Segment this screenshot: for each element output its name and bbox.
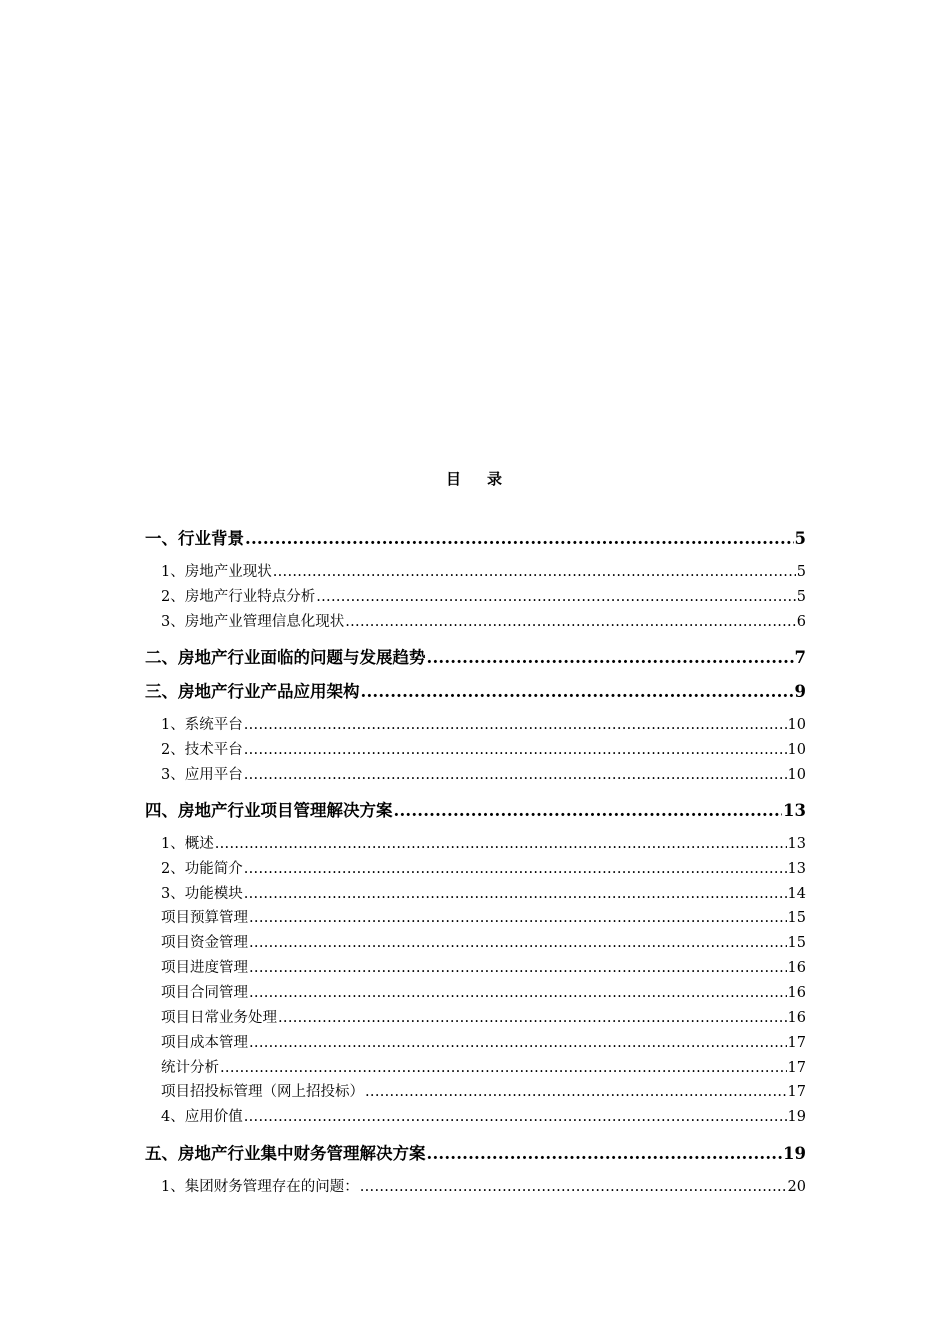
toc-leader: [244, 717, 787, 733]
toc-entry[interactable]: [145, 644, 806, 668]
toc-leader: [244, 767, 787, 783]
toc-entry-label: 统计分析: [161, 1060, 219, 1076]
toc-entry[interactable]: [145, 832, 806, 853]
toc-entry-label: 4、应用价值: [161, 1109, 243, 1125]
toc-leader: [249, 985, 787, 1001]
toc-entry-label: 项目进度管理: [161, 960, 248, 976]
toc-entry-page: 15: [787, 935, 806, 951]
toc-title: [0, 468, 950, 489]
toc-leader: [244, 861, 787, 877]
toc-entry[interactable]: [145, 797, 806, 821]
toc-entry[interactable]: [145, 560, 806, 581]
toc-entry[interactable]: [145, 610, 806, 631]
toc-entry-label: 项目预算管理: [161, 910, 248, 926]
toc-entry-label: 3、应用平台: [161, 767, 243, 783]
toc-entry-page: 16: [787, 1010, 806, 1026]
toc-entry[interactable]: [145, 1175, 806, 1196]
toc-leader: [361, 682, 794, 701]
toc-entry[interactable]: [145, 1056, 806, 1077]
toc-entry[interactable]: [145, 678, 806, 702]
toc-entry-page: 13: [783, 801, 806, 820]
toc-entry-label: 3、房地产业管理信息化现状: [161, 614, 345, 630]
toc-entry-label: 项目招投标管理（网上招投标）: [161, 1084, 364, 1100]
toc-entry-label: 五、房地产行业集中财务管理解决方案: [145, 1144, 426, 1163]
toc-leader: [427, 648, 794, 667]
toc-entry-label: 2、房地产行业特点分析: [161, 589, 316, 605]
toc-entry-page: 19: [787, 1109, 806, 1125]
toc-leader: [245, 529, 794, 548]
toc-entry-page: 17: [787, 1060, 806, 1076]
toc-entry-label: 项目资金管理: [161, 935, 248, 951]
toc-entry-page: 10: [787, 742, 806, 758]
toc-entry-page: 13: [787, 836, 806, 852]
toc-entry[interactable]: [145, 1105, 806, 1126]
toc-entry[interactable]: [145, 906, 806, 927]
toc-entry-label: 1、房地产业现状: [161, 564, 272, 580]
toc-leader: [249, 1035, 787, 1051]
toc-entry[interactable]: [145, 525, 806, 549]
toc-entry[interactable]: [145, 931, 806, 952]
toc-entry-page: 5: [796, 564, 806, 580]
toc-entry-label: 2、功能简介: [161, 861, 243, 877]
toc-leader: [244, 886, 787, 902]
toc-leader: [427, 1144, 783, 1163]
toc-title-left: 目: [445, 470, 463, 488]
toc-leader: [220, 1060, 787, 1076]
toc-entry-label: 项目成本管理: [161, 1035, 248, 1051]
toc-entry-page: 5: [796, 589, 806, 605]
toc-entry[interactable]: [145, 981, 806, 1002]
toc-entry-label: 1、集团财务管理存在的问题：: [161, 1179, 359, 1195]
toc-entry-label: 项目合同管理: [161, 985, 248, 1001]
toc-entry[interactable]: [145, 857, 806, 878]
toc-entry-page: 13: [787, 861, 806, 877]
toc-leader: [360, 1179, 787, 1195]
toc-leader: [249, 935, 787, 951]
toc-leader: [249, 910, 787, 926]
toc-entry[interactable]: [145, 763, 806, 784]
toc-entry-page: 10: [787, 767, 806, 783]
toc-entry-page: 6: [796, 614, 806, 630]
toc-entry-page: 19: [783, 1144, 806, 1163]
toc-entry-label: 四、房地产行业项目管理解决方案: [145, 801, 393, 820]
toc-entry-label: 一、行业背景: [145, 529, 244, 548]
toc-entry[interactable]: [145, 956, 806, 977]
toc-entry-label: 3、功能模块: [161, 886, 243, 902]
toc-leader: [249, 960, 787, 976]
toc-entry[interactable]: [145, 1080, 806, 1101]
toc-entry-page: 17: [787, 1084, 806, 1100]
toc-leader: [316, 589, 796, 605]
toc-entry-label: 1、概述: [161, 836, 214, 852]
toc-entry[interactable]: [145, 882, 806, 903]
toc-leader: [215, 836, 787, 852]
toc-title-right: 录: [487, 470, 505, 488]
toc-entry-page: 9: [794, 682, 806, 701]
toc-entry-label: 三、房地产行业产品应用架构: [145, 682, 360, 701]
toc-entry[interactable]: [145, 1006, 806, 1027]
toc-entry[interactable]: [145, 713, 806, 734]
toc-entry-page: 15: [787, 910, 806, 926]
toc-leader: [278, 1010, 787, 1026]
toc-leader: [244, 1109, 787, 1125]
toc-entry[interactable]: [145, 585, 806, 606]
toc-entry-label: 2、技术平台: [161, 742, 243, 758]
toc-entry-page: 17: [787, 1035, 806, 1051]
toc-entry[interactable]: [145, 1031, 806, 1052]
toc-entry-page: 16: [787, 985, 806, 1001]
toc-entry-label: 项目日常业务处理: [161, 1010, 277, 1026]
toc-entry[interactable]: [145, 1140, 806, 1164]
toc-leader: [394, 801, 783, 820]
toc-entry[interactable]: [145, 738, 806, 759]
toc-leader: [365, 1084, 787, 1100]
toc-leader: [244, 742, 787, 758]
toc-entry-page: 14: [787, 886, 806, 902]
toc-entry-page: 16: [787, 960, 806, 976]
toc-entry-page: 10: [787, 717, 806, 733]
toc-entry-page: 20: [787, 1179, 806, 1195]
toc-entry-label: 1、系统平台: [161, 717, 243, 733]
toc-entry-page: 5: [794, 529, 806, 548]
toc-entry-label: 二、房地产行业面临的问题与发展趋势: [145, 648, 426, 667]
toc-leader: [273, 564, 796, 580]
toc-entry-page: 7: [794, 648, 806, 667]
toc-leader: [345, 614, 796, 630]
